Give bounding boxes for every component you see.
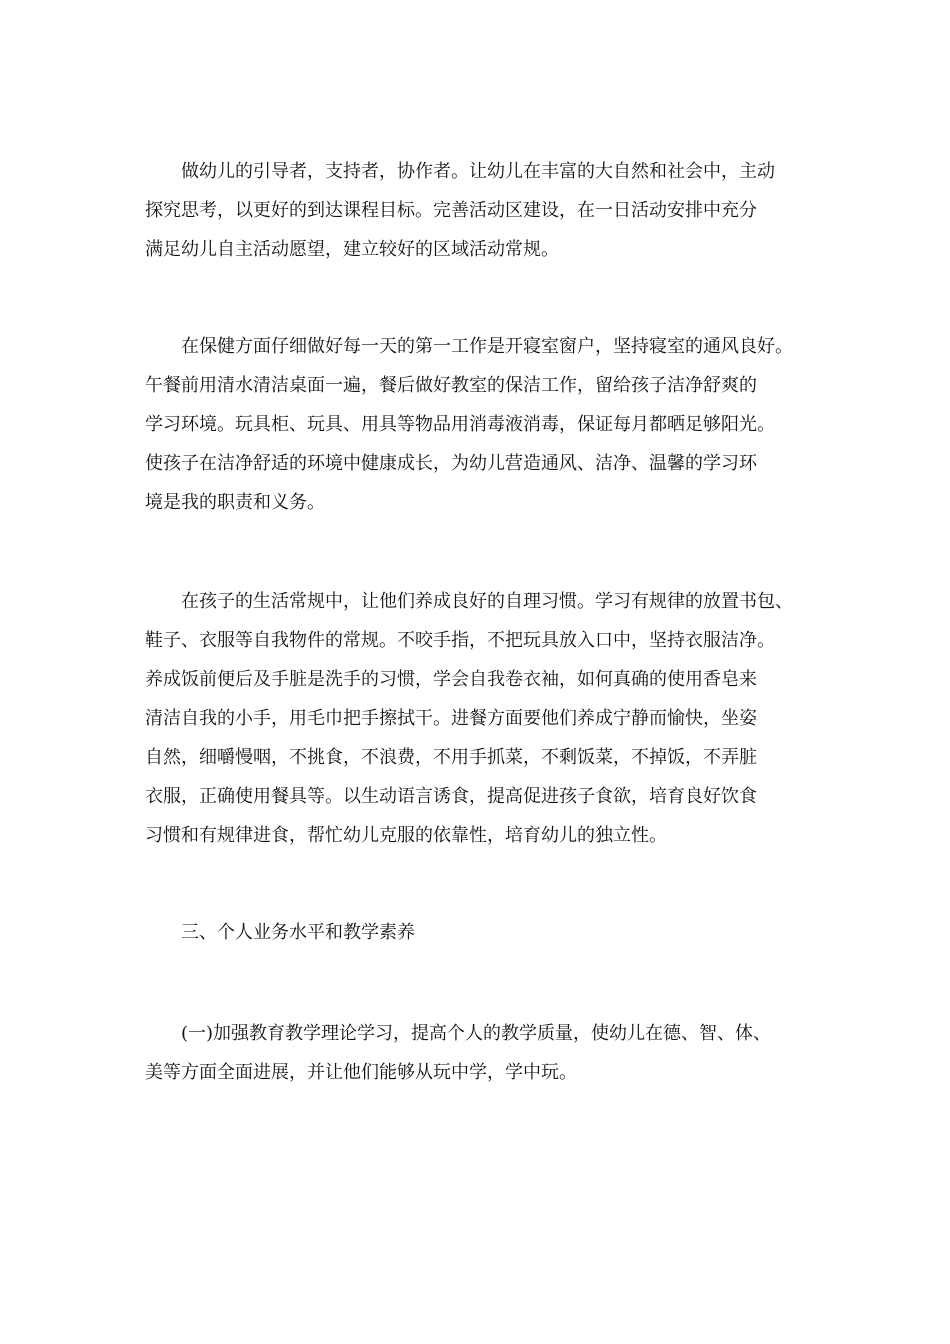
- paragraph-line: 衣服，正确使用餐具等。以生动语言诱食，提高促进孩子食欲，培育良好饮食: [145, 786, 757, 807]
- paragraph-line: 美等方面全面进展，并让他们能够从玩中学，学中玩。: [145, 1062, 577, 1083]
- paragraph-line: 鞋子、衣服等自我物件的常规。不咬手指，不把玩具放入口中，坚持衣服洁净。: [145, 630, 775, 651]
- paragraph-health-care: [145, 327, 825, 522]
- section-heading: [145, 913, 825, 952]
- paragraph-line: 自然，细嚼慢咽，不挑食，不浪费，不用手抓菜，不剩饭菜，不掉饭，不弄脏: [145, 747, 757, 768]
- paragraph-daily-routine: [145, 582, 825, 855]
- paragraph-line: 清洁自我的小手，用毛巾把手擦拭干。进餐方面要他们养成宁静而愉快，坐姿: [145, 708, 757, 729]
- paragraph-line: (一)加强教育教学理论学习，提高个人的教学质量，使幼儿在德、智、体、: [145, 1023, 772, 1044]
- paragraph-line: 习惯和有规律进食，帮忙幼儿克服的依靠性，培育幼儿的独立性。: [145, 825, 667, 846]
- paragraph-line: 学习环境。玩具柜、玩具、用具等物品用消毒液消毒，保证每月都晒足够阳光。: [145, 414, 775, 435]
- paragraph-line: 境是我的职责和义务。: [145, 492, 325, 513]
- paragraph-line: 在保健方面仔细做好每一天的第一工作是开寝室窗户，坚持寝室的通风良好。: [145, 336, 793, 357]
- paragraph-line: 在孩子的生活常规中，让他们养成良好的自理习惯。学习有规律的放置书包、: [145, 591, 793, 612]
- paragraph-line: 满足幼儿自主活动愿望，建立较好的区域活动常规。: [145, 239, 559, 260]
- section-heading-text: 三、个人业务水平和教学素养: [145, 922, 415, 943]
- paragraph-guide-role: [145, 152, 825, 269]
- paragraph-line: 午餐前用清水清洁桌面一遍，餐后做好教室的保洁工作，留给孩子洁净舒爽的: [145, 375, 757, 396]
- paragraph-line: 做幼儿的引导者，支持者，协作者。让幼儿在丰富的大自然和社会中，主动: [145, 161, 775, 182]
- paragraph-theory-study: [145, 1014, 825, 1092]
- paragraph-line: 探究思考，以更好的到达课程目标。完善活动区建设，在一日活动安排中充分: [145, 200, 757, 221]
- paragraph-line: 养成饭前便后及手脏是洗手的习惯，学会自我卷衣袖，如何真确的使用香皂来: [145, 669, 757, 690]
- paragraph-line: 使孩子在洁净舒适的环境中健康成长，为幼儿营造通风、洁净、温馨的学习环: [145, 453, 757, 474]
